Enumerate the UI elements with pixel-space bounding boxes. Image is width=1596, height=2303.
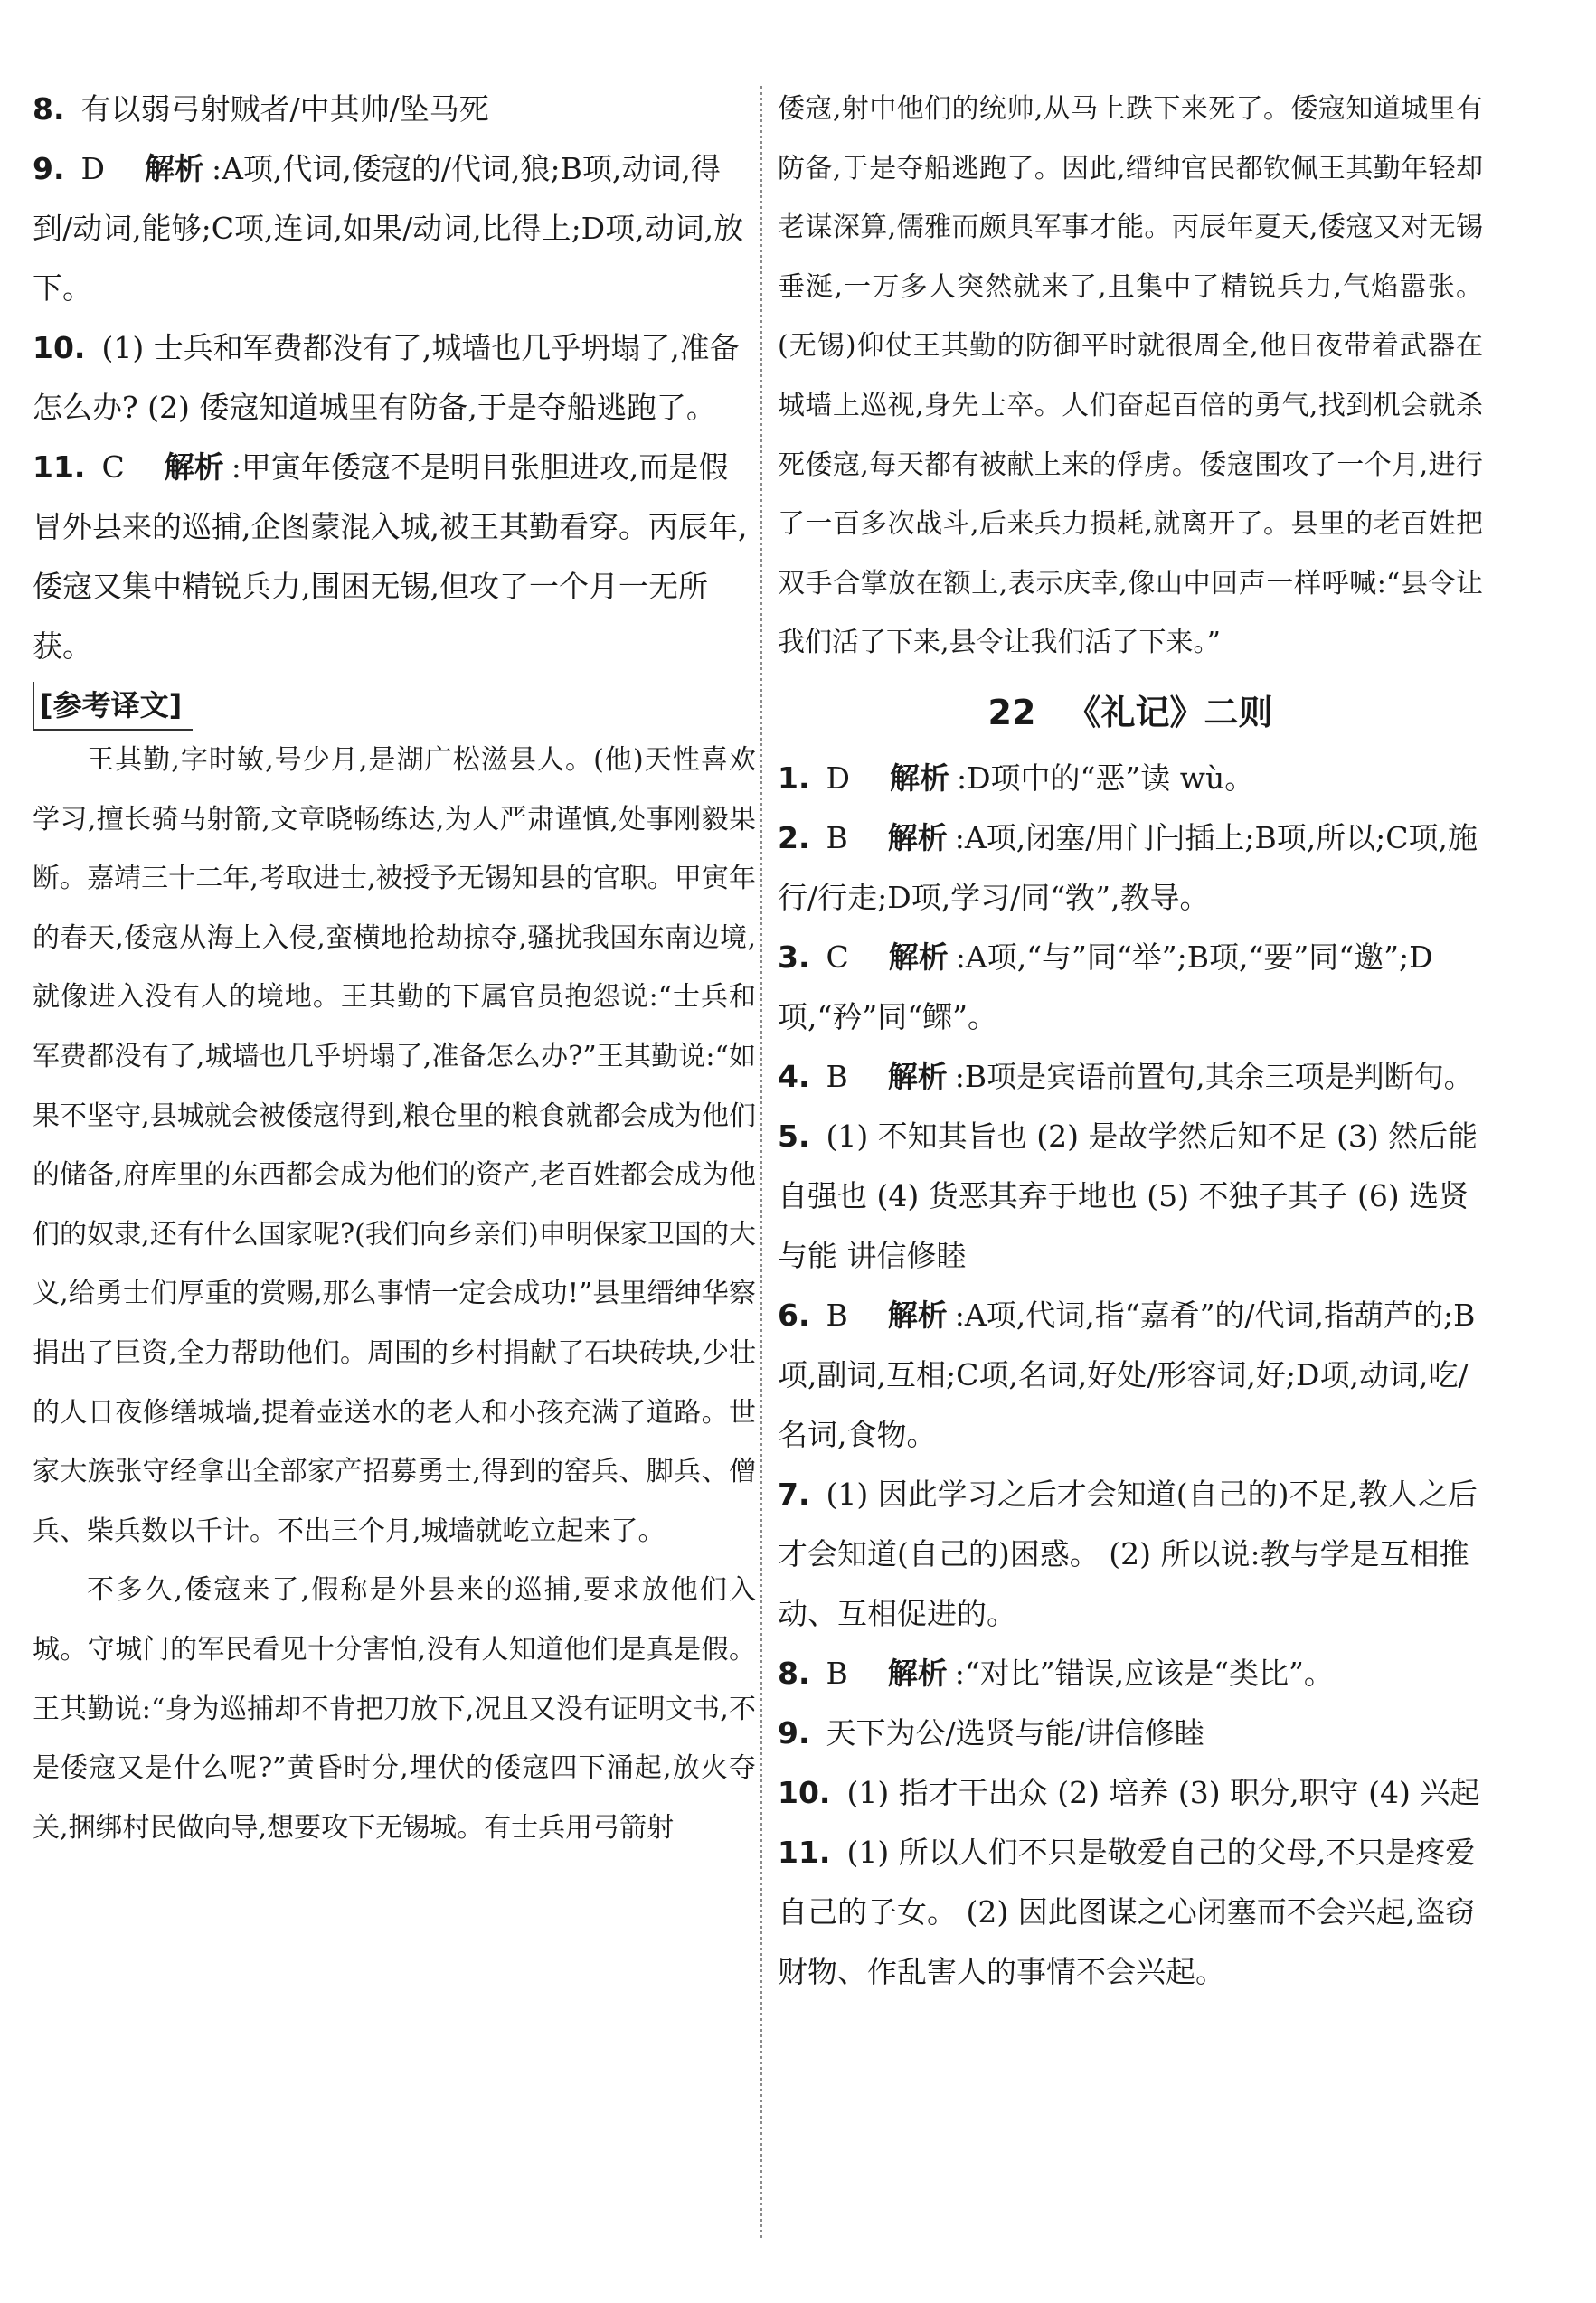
answer-item: 8. 有以弱弓射贼者/中其帅/坠马死 (33, 91, 489, 127)
answer-item: 4. B 解析 :B项是宾语前置句,其余三项是判断句。 (778, 1058, 1474, 1094)
right-column (778, 80, 1483, 2002)
translation-paragraph: 不多久,倭寇来了,假称是外县来的巡捕,要求放他们入城。守城门的军民看见十分害怕,没有人知道他们是真是假。王其勤说:“身为巡捕却不肯把刀放下,况且又没有证明文书,不是倭寇又是什么呢?”黄昏时分,埋伏的倭寇四下涌起,放火夺关,捆绑村民做向导,想要攻下无锡城。有士兵用弓箭射 (33, 1574, 756, 1844)
answer-item: 9. 天下为公/选贤与能/讲信修睦 (778, 1714, 1204, 1751)
answer-item: 9. D 解析 :A项,代词,倭寇的/代词,狼;B项,动词,得到/动词,能够;C项,连词,如果/动词,比得上;D项,动词,放下。 (33, 151, 744, 306)
answer-item: 7. (1) 因此学习之后才会知道(自己的)不足,教人之后才会知道(自己的)困惑。 (2) 所以说:教与学是互相推动、互相促进的。 (778, 1476, 1478, 1631)
translation-paragraph: 倭寇,射中他们的统帅,从马上跌下来死了。倭寇知道城里有防备,于是夺船逃跑了。因此,缙绅官民都钦佩王其勤年轻却老谋深算,儒雅而颇具军事才能。丙辰年夏天,倭寇又对无锡垂涎,一万多人突然就来了,且集中了精锐兵力,气焰嚣张。(无锡)仰仗王其勤的防御平时就很周全,他日夜带着武器在城墙上巡视,身先士卒。人们奋起百倍的勇气,找到机会就杀死倭寇,每天都有被献上来的俘虏。倭寇围攻了一个月,进行了一百多次战斗,后来兵力损耗,就离开了。县里的老百姓把双手合掌放在额上,表示庆幸,像山中回声一样呼喊:“县令让我们活了下来,县令让我们活了下来。” (778, 93, 1483, 659)
answer-item: 6. B 解析 :A项,代词,指“嘉肴”的/代词,指葫芦的;B项,副词,互相;C项,名词,好处/形容词,好;D项,动词,吃/名词,食物。 (778, 1297, 1476, 1452)
answer-item: 10. (1) 士兵和军费都没有了,城墙也几乎坍塌了,准备怎么办? (2) 倭寇知道城里有防备,于是夺船逃跑了。 (33, 330, 740, 425)
answer-item: 3. C 解析 :A项,“与”同“举”;B项,“要”同“邀”;D项,“矜”同“鳏”。 (778, 939, 1433, 1034)
left-column (33, 80, 756, 1857)
reference-translation-label: [参考译文] (33, 682, 193, 731)
translation-paragraph: 王其勤,字时敏,号少月,是湖广松滋县人。(他)天性喜欢学习,擅长骑马射箭,文章晓畅练达,为人严肃谨慎,处事刚毅果断。嘉靖三十二年,考取进士,被授予无锡知县的官职。甲寅年的春天,倭寇从海上入侵,蛮横地抢劫掠夺,骚扰我国东南边境,就像进入没有人的境地。王其勤的下属官员抱怨说:“士兵和军费都没有了,城墙也几乎坍塌了,准备怎么办?”王其勤说:“如果不坚守,县城就会被倭寇得到,粮仓里的粮食就都会成为他们的储备,府库里的东西都会成为他们的资产,老百姓都会成为他们的奴隶,还有什么国家呢?(我们向乡亲们)申明保家卫国的大义,给勇士们厚重的赏赐,那么事情一定会成功!”县里缙绅华察捐出了巨资,全力帮助他们。周围的乡村捐献了石块砖块,少壮的人日夜修缮城墙,提着壶送水的老人和小孩充满了道路。世家大族张守经拿出全部家产招募勇士,得到的窑兵、脚兵、僧兵、柴兵数以千计。不出三个月,城墙就屹立起来了。 (33, 744, 756, 1547)
answer-item: 8. B 解析 :“对比”错误,应该是“类比”。 (778, 1655, 1334, 1691)
section-title: 22 《礼记》二则 (987, 692, 1273, 732)
answer-item: 5. (1) 不知其旨也 (2) 是故学然后知不足 (3) 然后能自强也 (4) 货恶其弃于地也 (5) 不独子其子 (6) 选贤与能 讲信修睦 (778, 1118, 1478, 1273)
answer-item: 1. D 解析 :D项中的“恶”读 wù。 (778, 760, 1255, 796)
answer-item: 10. (1) 指才干出众 (2) 培养 (3) 职分,职守 (4) 兴起 (778, 1774, 1480, 1810)
answer-item: 11. (1) 所以人们不只是敬爱自己的父母,不只是疼爱自己的子女。 (2) 因此图谋之心闭塞而不会兴起,盗窃财物、作乱害人的事情不会兴起。 (778, 1834, 1476, 1989)
column-divider (760, 86, 762, 2238)
answer-item: 2. B 解析 :A项,闭塞/用门闩插上;B项,所以;C项,施行/行走;D项,学习/同“敩”,教导。 (778, 819, 1478, 915)
answer-item: 11. C 解析 :甲寅年倭寇不是明目张胆进攻,而是假冒外县来的巡捕,企图蒙混入城,被王其勤看穿。丙辰年,倭寇又集中精锐兵力,围困无锡,但攻了一个月一无所获。 (33, 449, 748, 664)
